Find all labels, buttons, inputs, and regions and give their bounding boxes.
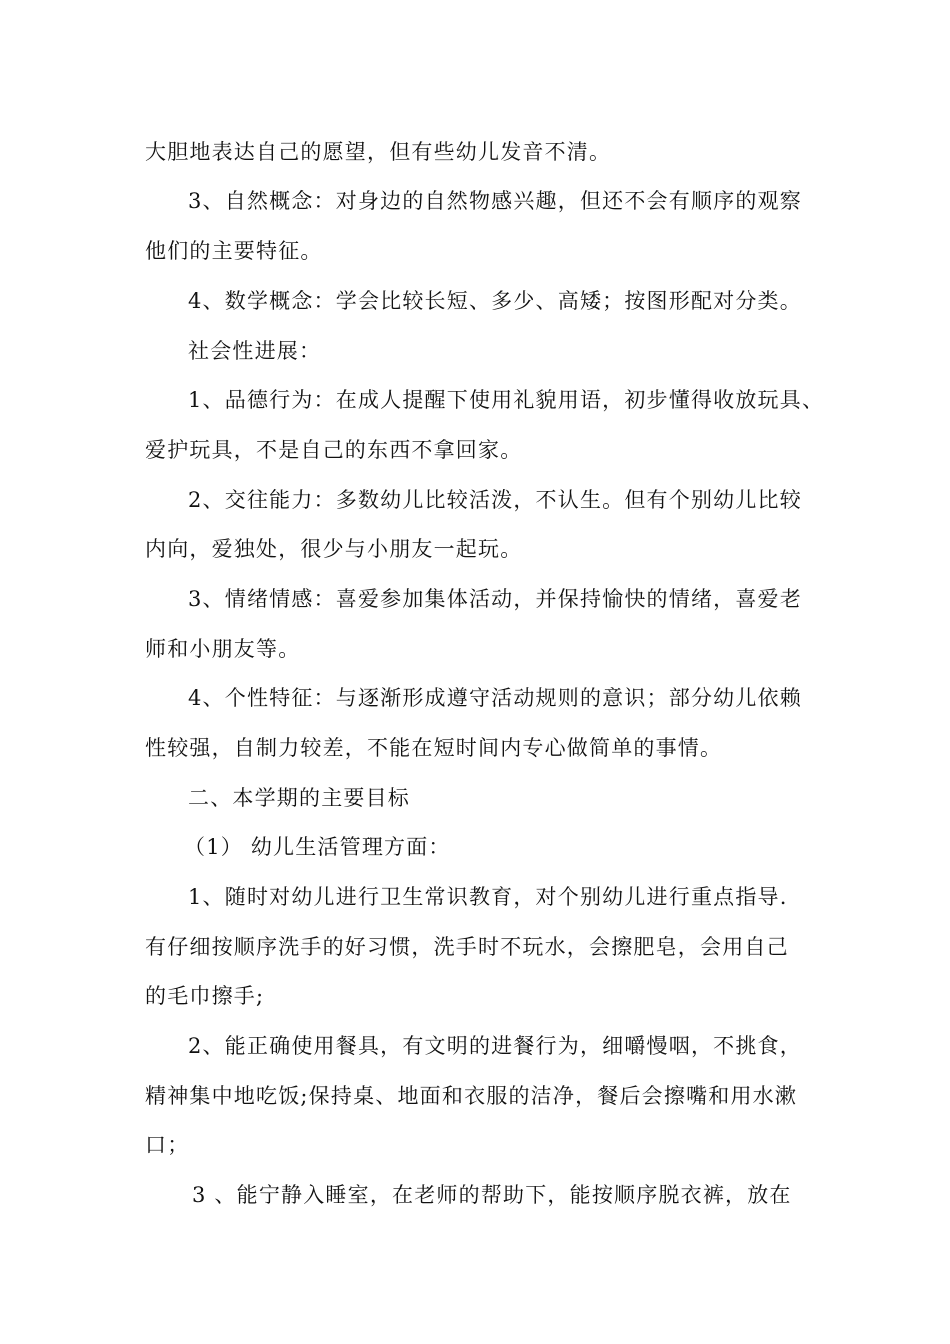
- section-heading-social: 社会性进展：: [188, 339, 322, 363]
- text-line-20: 精神集中地吃饭;保持桌、地面和衣服的洁净，餐后会擦嘴和用水漱: [145, 1084, 798, 1108]
- text-line-1: 大胆地表达自己的愿望，但有些幼儿发音不清。: [145, 140, 612, 164]
- text-line-12: 4、个性特征：与逐渐形成遵守活动规则的意识；部分幼儿依赖: [188, 686, 802, 710]
- text-line-10: 3、情绪情感：喜爱参加集体活动，并保持愉快的情绪，喜爱老: [188, 587, 802, 611]
- text-line-7: 爱护玩具，不是自己的东西不拿回家。: [145, 438, 523, 462]
- section-heading-goals: 二、本学期的主要目标: [188, 786, 410, 810]
- text-line-3: 他们的主要特征。: [145, 239, 323, 263]
- text-line-8: 2、交往能力：多数幼儿比较活泼，不认生。但有个别幼儿比较: [188, 488, 802, 512]
- text-line-13: 性较强，自制力较差，不能在短时间内专心做简单的事情。: [145, 736, 723, 760]
- text-line-18: 的毛巾擦手;: [145, 984, 265, 1008]
- text-line-11: 师和小朋友等。: [145, 637, 301, 661]
- subsection-heading-life: （1） 幼儿生活管理方面：: [184, 835, 451, 859]
- text-line-19: 2、能正确使用餐具，有文明的进餐行为，细嚼慢咽，不挑食，: [188, 1034, 802, 1058]
- text-line-22: 3 、能宁静入睡室，在老师的帮助下，能按顺序脱衣裤，放在: [192, 1183, 792, 1207]
- text-line-21: 口；: [145, 1133, 190, 1157]
- text-line-2: 3、自然概念：对身边的自然物感兴趣，但还不会有顺序的观察: [188, 189, 802, 213]
- text-line-9: 内向，爱独处，很少与小朋友一起玩。: [145, 537, 523, 561]
- text-line-4: 4、数学概念：学会比较长短、多少、高矮；按图形配对分类。: [188, 289, 802, 313]
- text-line-17: 有仔细按顺序洗手的好习惯，洗手时不玩水，会擦肥皂，会用自己: [145, 935, 789, 959]
- text-line-16: 1、随时对幼儿进行卫生常识教育，对个别幼儿进行重点指导.: [188, 885, 788, 909]
- text-line-6: 1、品德行为：在成人提醒下使用礼貌用语，初步懂得收放玩具、: [188, 388, 825, 412]
